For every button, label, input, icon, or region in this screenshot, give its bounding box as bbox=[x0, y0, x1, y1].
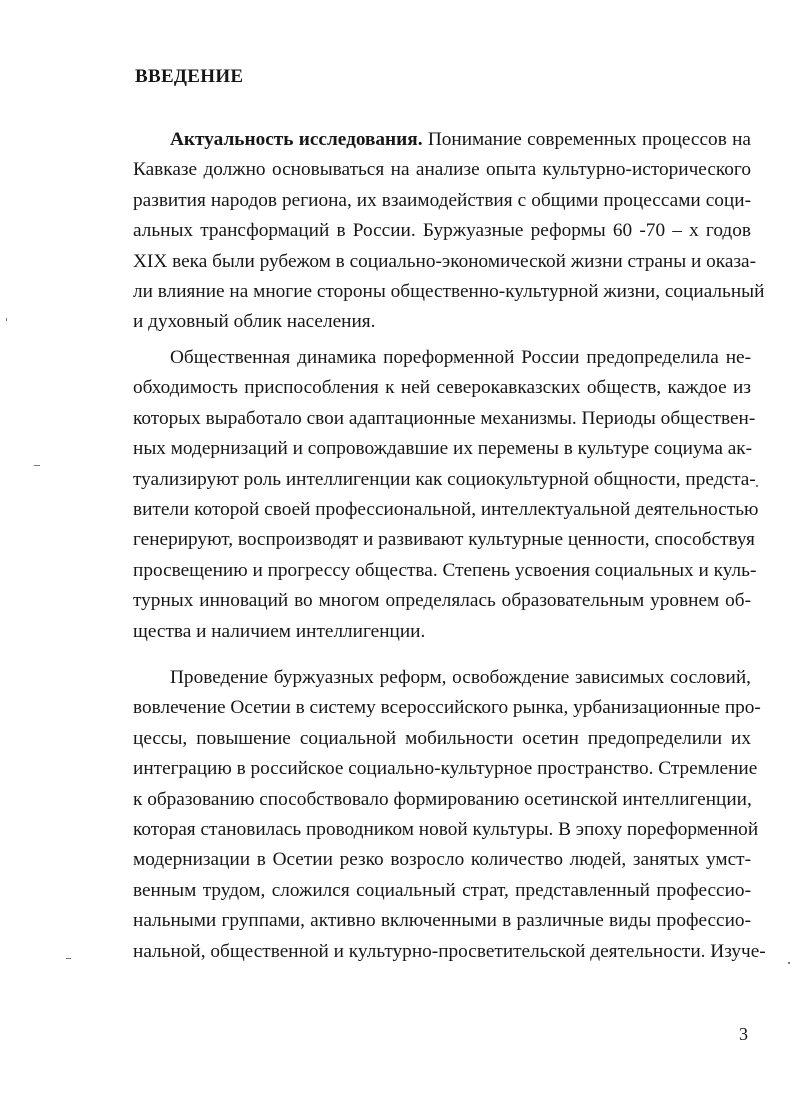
paragraph-line: турных инноваций во многом определялась образовательным уровнем об- bbox=[133, 590, 751, 612]
paragraph-line: вовлечение Осетии в систему всероссийского рынка, урбанизационные про- bbox=[133, 697, 761, 719]
paragraph-line: XIX века были рубежом в социально-экономической жизни страны и оказа- bbox=[133, 250, 757, 272]
paragraph-line: нальными группами, активно включенными в различные виды профессио- bbox=[133, 910, 751, 932]
scan-speck bbox=[34, 465, 40, 466]
paragraph-reforms bbox=[133, 663, 766, 967]
paragraph-line: венным трудом, сложился социальный страт, представленный профессио- bbox=[133, 879, 751, 901]
paragraph-line: Проведение буржуазных реформ, освобождение зависимых сословий, bbox=[170, 667, 751, 688]
paragraph-line: обходимость приспособления к ней северокавказских обществ, каждое из bbox=[133, 377, 751, 399]
paragraph-line: интеграцию в российское социально-культурное пространство. Стремление bbox=[133, 758, 758, 780]
paragraph-line: ли влияние на многие стороны общественно-культурной жизни, социальный bbox=[133, 281, 765, 303]
paragraph-lead: Актуальность исследования. bbox=[170, 129, 423, 150]
page-number: 3 bbox=[739, 1024, 748, 1044]
paragraph-line: и духовный облик населения. bbox=[133, 311, 376, 333]
paragraph-line: которых выработало свои адаптационные механизмы. Периоды обществен- bbox=[133, 407, 756, 429]
paragraph-line: альных трансформаций в России. Буржуазные реформы 60 -70 – х годов bbox=[133, 220, 751, 242]
paragraph-line: генерируют, воспроизводят и развивают культурные ценности, способствуя bbox=[133, 529, 755, 551]
paragraph-line: которая становилась проводником новой культуры. В эпоху пореформенной bbox=[133, 819, 759, 841]
paragraph-line: щества и наличием интеллигенции. bbox=[133, 620, 426, 642]
scan-speck bbox=[66, 958, 71, 959]
paragraph-line: к образованию способствовало формированию осетинской интеллигенции, bbox=[133, 788, 752, 810]
scan-speck bbox=[756, 485, 758, 487]
paragraph-relevance bbox=[133, 125, 765, 338]
paragraph-line-rest: Понимание современных процессов на bbox=[422, 129, 751, 150]
paragraph-line: вители которой своей профессиональной, интеллектуальной деятельностью bbox=[133, 499, 759, 521]
paragraph-line: модернизации в Осетии резко возросло количество людей, занятых умст- bbox=[133, 849, 751, 871]
paragraph-line: Общественная динамика пореформенной России предопределила не- bbox=[170, 347, 751, 368]
paragraph-line: Кавказе должно основываться на анализе опыта культурно-исторического bbox=[133, 159, 751, 181]
paragraph-line: туализируют роль интеллигенции как социокультурной общности, предста- bbox=[133, 468, 756, 490]
scan-speck bbox=[6, 318, 7, 321]
paragraph-line: цессы, повышение социальной мобильности осетин предопределили их bbox=[133, 727, 751, 749]
paragraph-dynamics bbox=[133, 343, 759, 647]
paragraph-line: нальной, общественной и культурно-просветительской деятельности. Изуче- bbox=[133, 940, 766, 962]
scan-speck bbox=[788, 962, 790, 964]
page-title: ВВЕДЕНИЕ bbox=[135, 66, 244, 87]
paragraph-line: развития народов региона, их взаимодействия с общими процессами соци- bbox=[133, 189, 751, 211]
paragraph-line bbox=[133, 125, 751, 155]
paragraph-line: ных модернизаций и сопровождавшие их перемены в культуре социума ак- bbox=[133, 438, 753, 460]
paragraph-line: просвещению и прогрессу общества. Степень усвоения социальных и куль- bbox=[133, 559, 757, 581]
